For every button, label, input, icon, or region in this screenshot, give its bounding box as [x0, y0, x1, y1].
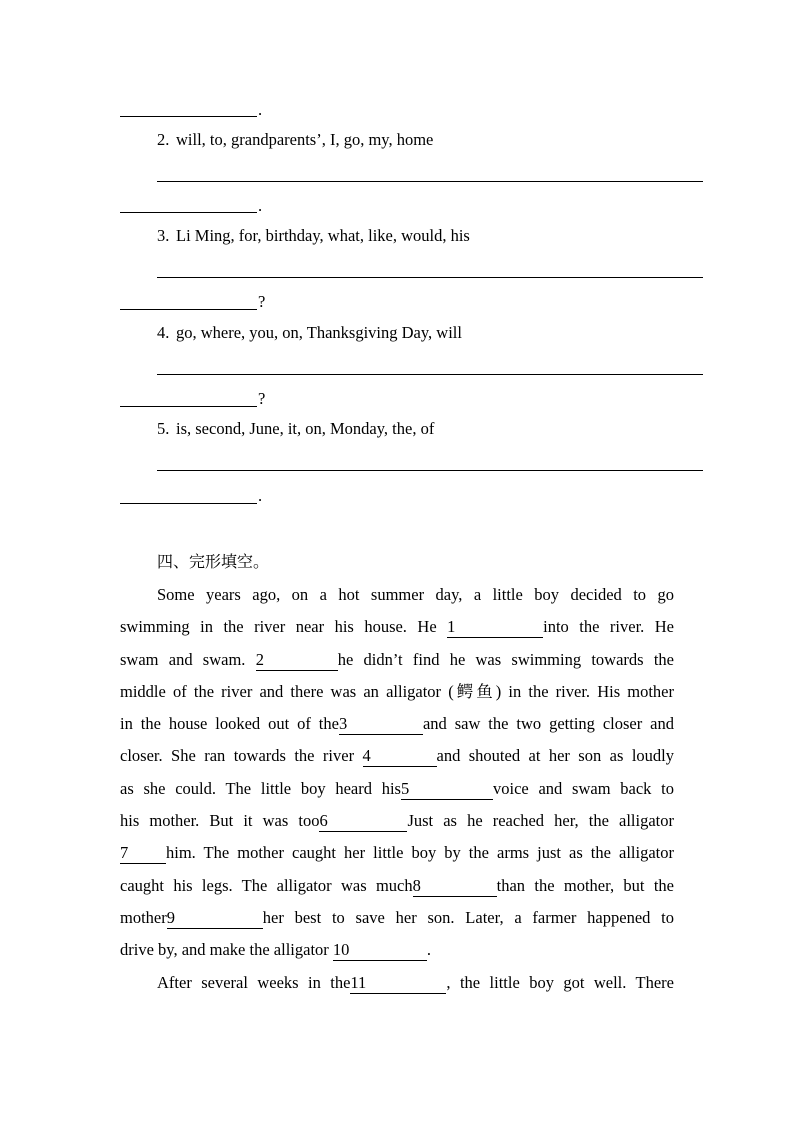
- passage-text: he didn’t find he was swimming towards the: [337, 649, 674, 669]
- item-2-words: will, to, grandparents’, I, go, my, home: [176, 130, 434, 149]
- passage-line: [120, 644, 674, 676]
- passage-text: into the river. He: [543, 617, 674, 637]
- answer-line-2[interactable]: [157, 181, 703, 182]
- passage-text: drive by, and make the alligator: [120, 940, 329, 960]
- item-2-number: 2.: [157, 130, 170, 149]
- item-4-words: go, where, you, on, Thanksgiving Day, will: [176, 323, 462, 342]
- passage-text: her best to save her son. Later, a farmer happened to: [262, 907, 674, 927]
- passage-text: and saw the two getting closer and: [422, 714, 674, 734]
- blank-6[interactable]: 6: [319, 812, 407, 832]
- answer-3-punct: ?: [258, 292, 266, 311]
- blank-7[interactable]: 7: [120, 844, 166, 864]
- answer-line-4[interactable]: [157, 374, 703, 375]
- blank-3[interactable]: 3: [339, 715, 423, 735]
- answer-2-punct: .: [258, 196, 263, 215]
- cloze-passage: [120, 579, 674, 999]
- answer-1-punct: .: [258, 100, 263, 119]
- item-3-words: Li Ming, for, birthday, what, like, would, his: [176, 226, 470, 245]
- blank-2[interactable]: 2: [256, 651, 338, 671]
- passage-text: in the house looked out of the: [120, 714, 339, 734]
- passage-text: him. The mother caught her little boy by the arms just as the alligator: [166, 843, 674, 863]
- passage-text: .: [426, 940, 432, 960]
- passage-text: as she could. The little boy heard his: [120, 778, 401, 798]
- passage-text: Some years ago, on a hot summer day, a little boy decided to go: [157, 585, 674, 604]
- passage-line: [120, 837, 674, 869]
- passage-line: [120, 708, 674, 740]
- blank-5[interactable]: 5: [401, 780, 493, 800]
- passage-line: [120, 902, 674, 934]
- passage-line: [120, 805, 674, 837]
- blank-10[interactable]: 10: [333, 941, 427, 961]
- passage-text: and shouted at her son as loudly: [436, 746, 674, 766]
- passage-line: [120, 579, 674, 611]
- passage-text: than the mother, but the: [496, 875, 675, 895]
- passage-text: voice and swam back to: [492, 778, 674, 798]
- item-5-number: 5.: [157, 419, 170, 438]
- passage-text: his mother. But it was too: [120, 811, 320, 831]
- passage-text: , the little boy got well. There: [446, 972, 674, 992]
- passage-line: [120, 870, 674, 902]
- item-3-number: 3.: [157, 226, 170, 245]
- passage-text: swam and swam.: [120, 649, 246, 669]
- blank-9[interactable]: 9: [167, 909, 263, 929]
- passage-text: Just as he reached her, the alligator: [407, 811, 674, 831]
- answer-line-5-end[interactable]: [120, 503, 257, 504]
- section-heading: 四、完形填空。: [157, 552, 270, 571]
- passage-text: After several weeks in the: [157, 972, 351, 992]
- blank-8[interactable]: 8: [413, 877, 497, 897]
- passage-text: swimming in the river near his house. He: [120, 617, 437, 637]
- answer-4-punct: ?: [258, 389, 266, 408]
- passage-text: mother: [120, 907, 167, 927]
- passage-line: [120, 773, 674, 805]
- item-4-number: 4.: [157, 323, 170, 342]
- answer-5-punct: .: [258, 486, 263, 505]
- answer-line-1-end[interactable]: [120, 116, 257, 117]
- passage-text: caught his legs. The alligator was much: [120, 875, 413, 895]
- answer-line-4-end[interactable]: [120, 406, 257, 407]
- passage-line: [120, 676, 674, 708]
- item-5-words: is, second, June, it, on, Monday, the, of: [176, 419, 435, 438]
- blank-4[interactable]: 4: [363, 747, 437, 767]
- answer-line-2-end[interactable]: [120, 212, 257, 213]
- passage-line: [120, 740, 674, 772]
- passage-line: [120, 934, 674, 966]
- answer-line-3[interactable]: [157, 277, 703, 278]
- passage-line: [120, 967, 674, 999]
- answer-line-3-end[interactable]: [120, 309, 257, 310]
- passage-text: middle of the river and there was an alligator (鳄鱼) in the river. His mother: [120, 681, 674, 701]
- blank-1[interactable]: 1: [447, 618, 543, 638]
- passage-line: [120, 611, 674, 643]
- passage-text: closer. She ran towards the river: [120, 746, 355, 766]
- blank-11[interactable]: 11: [350, 974, 446, 994]
- answer-line-5[interactable]: [157, 470, 703, 471]
